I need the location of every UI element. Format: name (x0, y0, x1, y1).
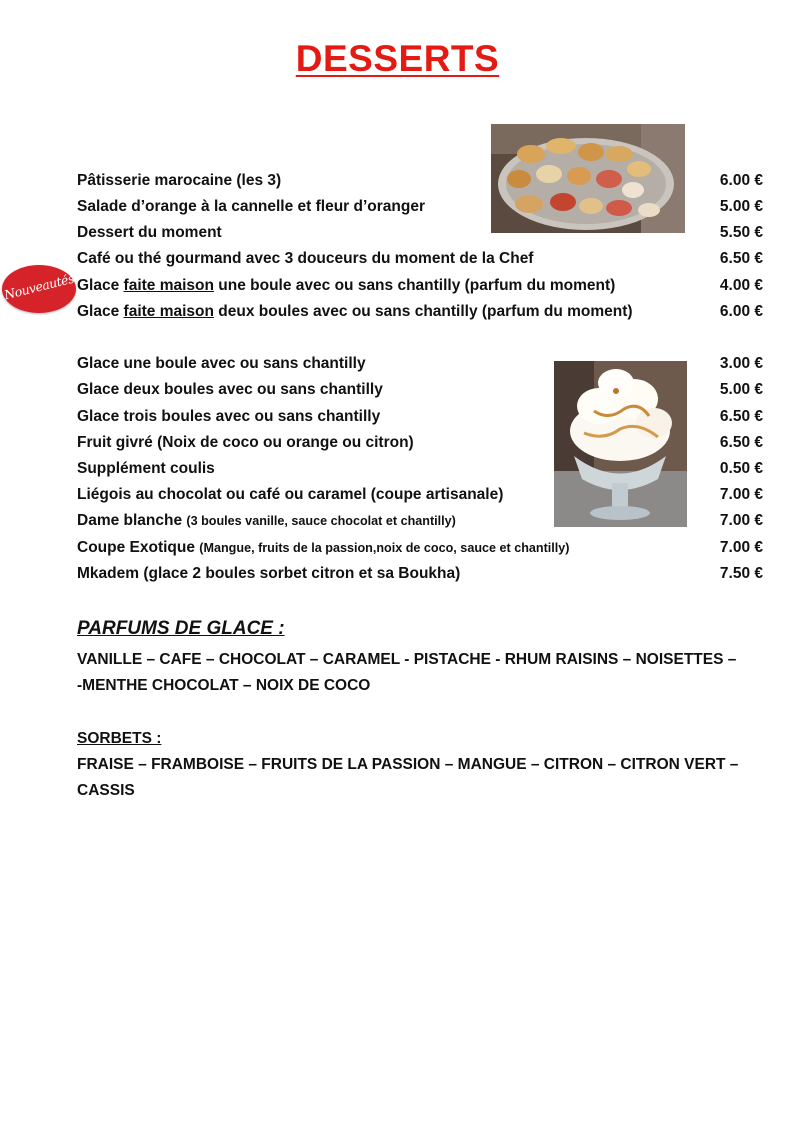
menu-item (77, 458, 763, 480)
item-name (77, 537, 570, 559)
menu-item (77, 170, 763, 192)
flavors-line: -MENTHE CHOCOLAT – NOIX DE COCO (77, 677, 371, 694)
menu-item (77, 510, 763, 532)
item-price: 6.50 € (719, 250, 763, 267)
sorbets-line: FRAISE – FRAMBOISE – FRUITS DE LA PASSION – MANGUE – CITRON – CITRON VERT – (77, 756, 739, 773)
sorbets-line: CASSIS (77, 782, 135, 799)
item-name: Liégois au chocolat ou café ou caramel (coupe artisanale) (77, 486, 504, 503)
item-title: Coupe Exotique (77, 539, 200, 556)
ice-cream-flavors-heading: PARFUMS DE GLACE : (77, 618, 285, 639)
menu-item (77, 563, 763, 585)
item-price: 0.50 € (719, 460, 763, 477)
item-name (77, 510, 456, 532)
item-name: Supplément coulis (77, 460, 215, 477)
item-detail: (Mangue, fruits de la passion,noix de coco, sauce et chantilly) (199, 541, 570, 555)
homemade-label: faite maison (123, 277, 214, 294)
menu-item (77, 222, 763, 244)
page-title: DESSERTS (295, 38, 500, 79)
item-name: Glace deux boules avec ou sans chantilly (77, 381, 383, 398)
item-name: Café ou thé gourmand avec 3 douceurs du moment de la Chef (77, 250, 534, 267)
menu-item (77, 432, 763, 454)
item-price: 7.00 € (719, 486, 763, 503)
item-price: 7.00 € (719, 539, 763, 556)
item-name-prefix: Glace (77, 303, 124, 320)
item-name-suffix: deux boules avec ou sans chantilly (parfum du moment) (213, 303, 633, 320)
item-name: Pâtisserie marocaine (les 3) (77, 172, 282, 189)
item-price: 6.00 € (719, 303, 763, 320)
item-name: Salade d’orange à la cannelle et fleur d’oranger (77, 198, 426, 215)
item-price: 5.00 € (719, 198, 763, 215)
sorbets-heading: SORBETS : (77, 730, 162, 747)
item-price: 5.50 € (719, 224, 763, 241)
item-name: Mkadem (glace 2 boules sorbet citron et sa Boukha) (77, 565, 461, 582)
item-price: 7.50 € (719, 565, 763, 582)
item-price: 3.00 € (719, 355, 763, 372)
menu-item (77, 379, 763, 401)
item-name (77, 275, 615, 297)
homemade-label: faite maison (123, 303, 214, 320)
menu-item (77, 537, 763, 559)
item-name: Dessert du moment (77, 224, 222, 241)
flavors-line: VANILLE – CAFE – CHOCOLAT – CARAMEL - PISTACHE - RHUM RAISINS – NOISETTES – (77, 651, 737, 668)
item-name-suffix: une boule avec ou sans chantilly (parfum du moment) (213, 277, 616, 294)
menu-item (77, 196, 763, 218)
new-items-badge (2, 265, 76, 313)
item-name (77, 301, 633, 323)
menu-item (77, 301, 763, 323)
item-price: 6.50 € (719, 434, 763, 451)
item-detail: (3 boules vanille, sauce chocolat et chantilly) (186, 514, 456, 528)
badge-label: Nouveautés (2, 270, 76, 303)
item-price: 6.00 € (719, 172, 763, 189)
menu-item (77, 406, 763, 428)
menu-item (77, 484, 763, 506)
item-name-prefix: Glace (77, 277, 124, 294)
item-name: Glace une boule avec ou sans chantilly (77, 355, 366, 372)
item-price: 4.00 € (719, 277, 763, 294)
item-name: Fruit givré (Noix de coco ou orange ou citron) (77, 434, 414, 451)
item-price: 6.50 € (719, 408, 763, 425)
item-price: 7.00 € (719, 512, 763, 529)
menu-item (77, 353, 763, 375)
menu-item (77, 275, 763, 297)
item-price: 5.00 € (719, 381, 763, 398)
menu-item (77, 248, 763, 270)
item-name: Glace trois boules avec ou sans chantilly (77, 408, 381, 425)
item-title: Dame blanche (77, 512, 187, 529)
